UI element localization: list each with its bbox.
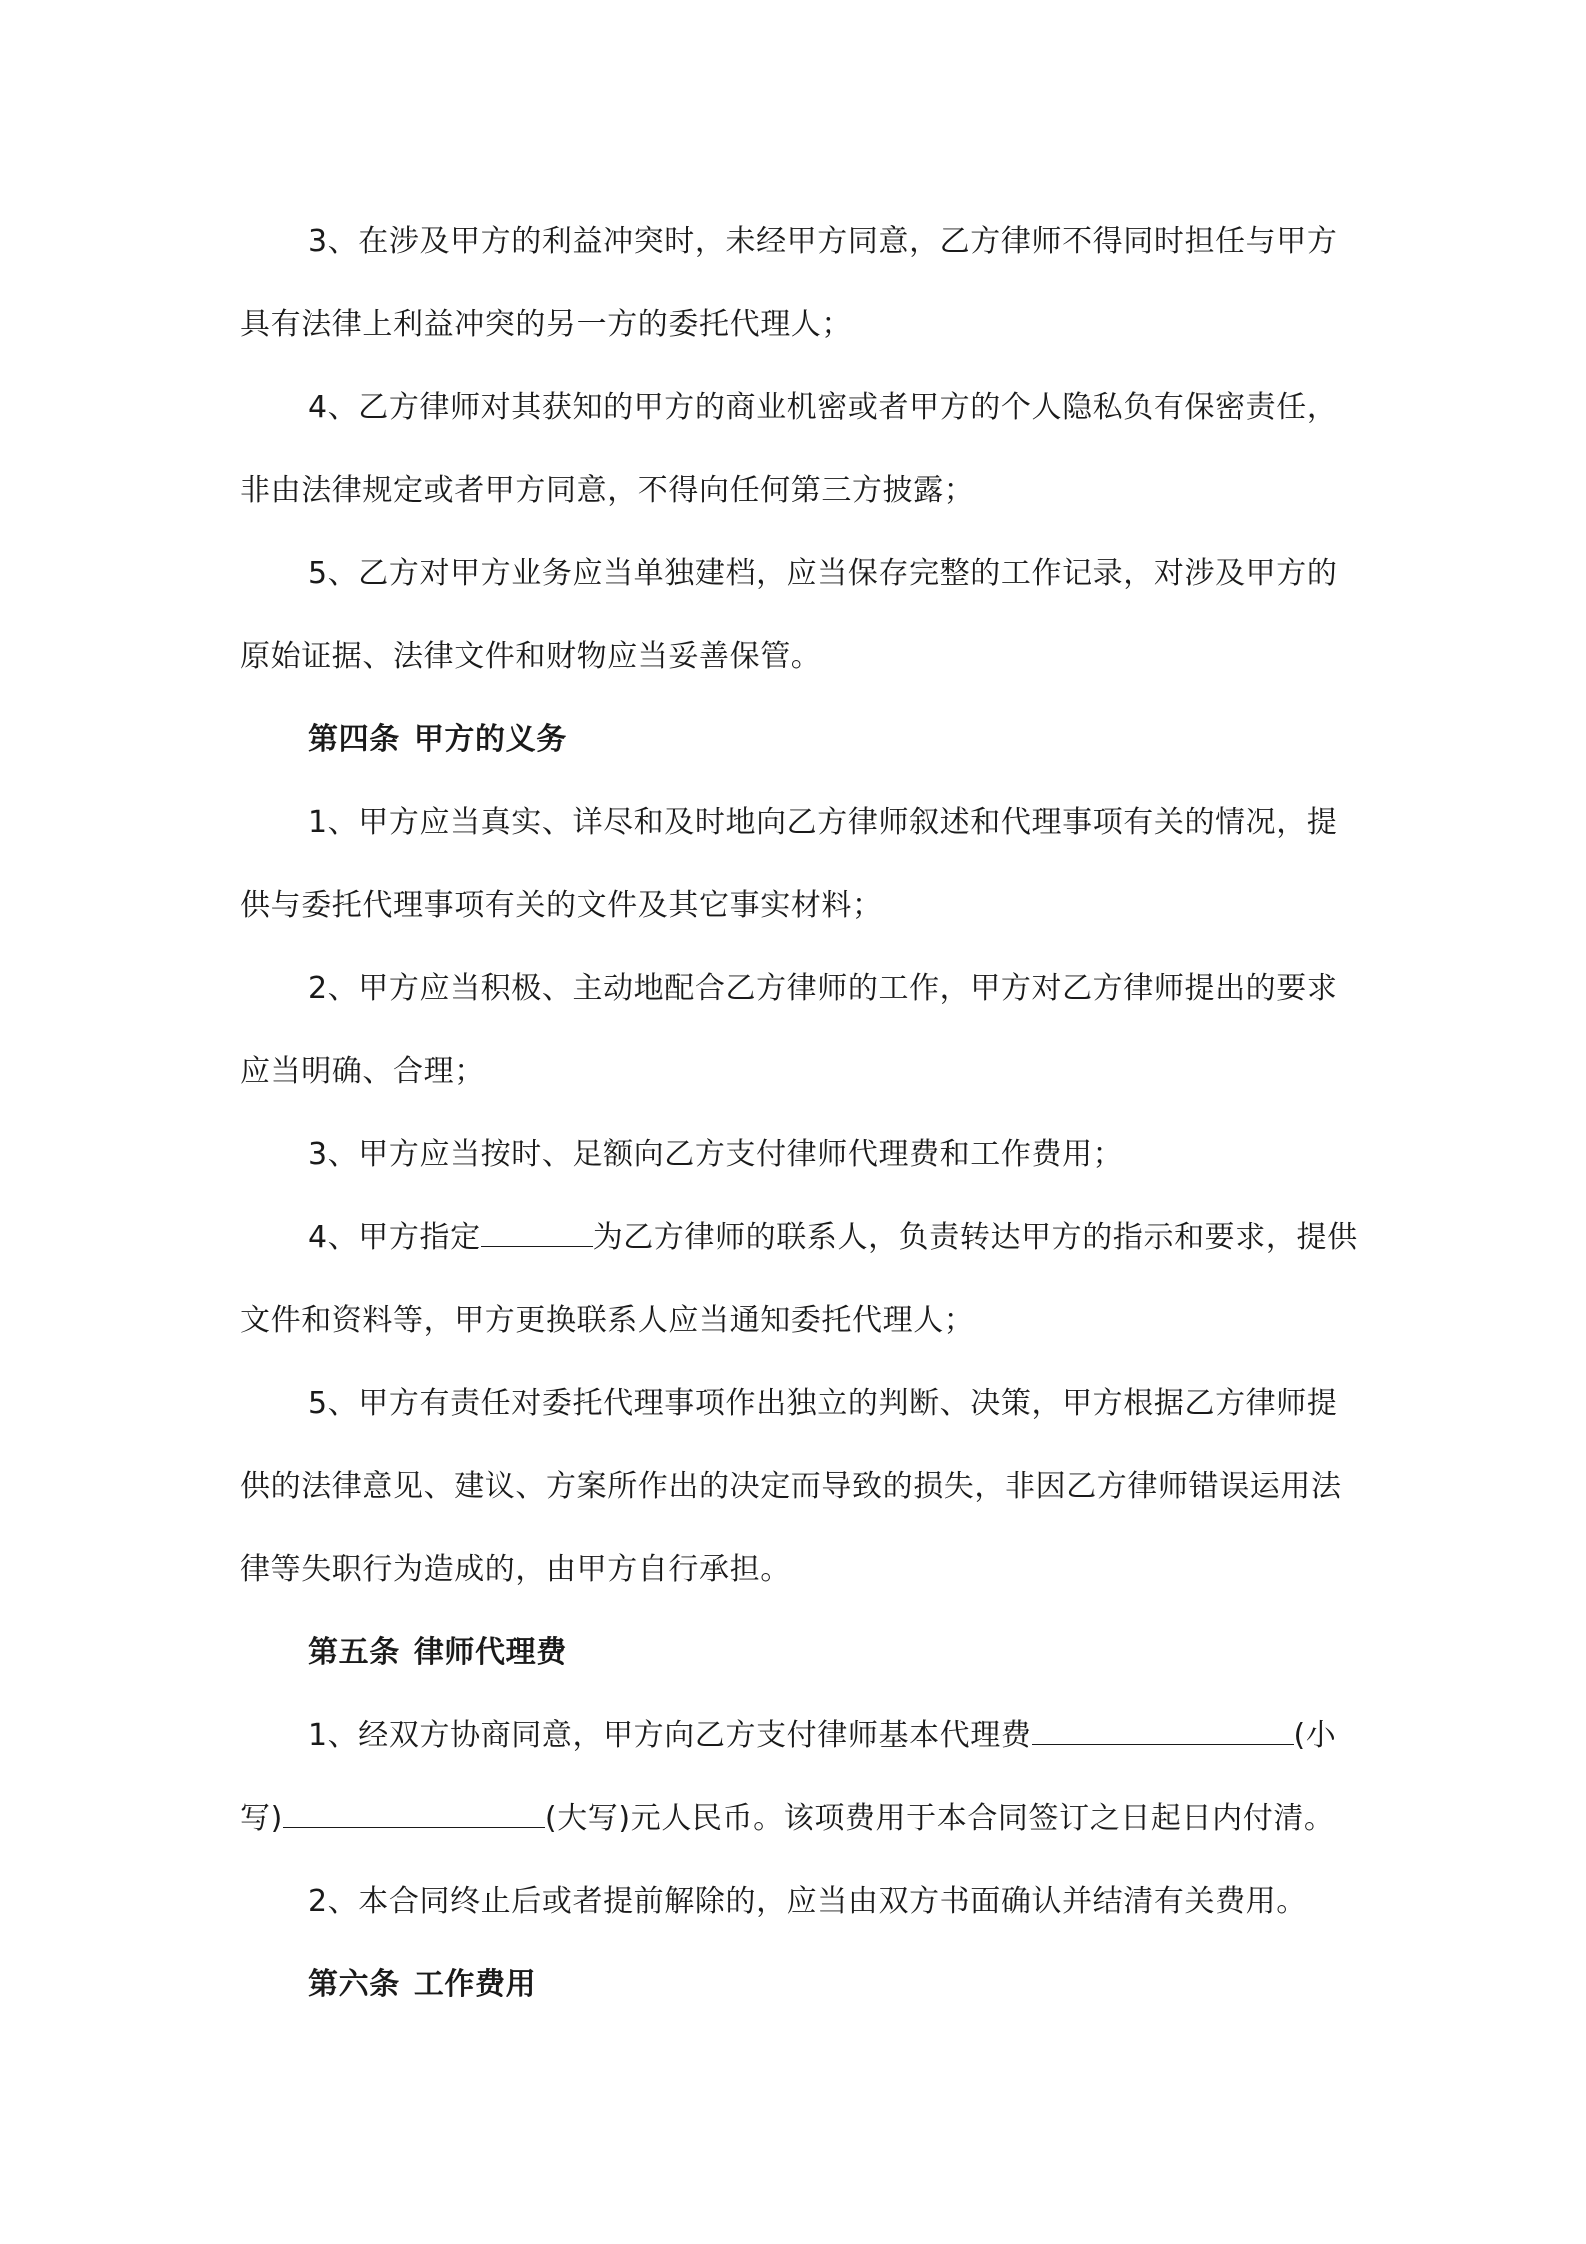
clause-5-item-1-rest: (大写)元人民币。该项费用于本合同签订之日起日内付清。 (544, 1801, 1335, 1836)
clause-3-item-5: 5、乙方对甲方业务应当单独建档，应当保存完整的工作记录，对涉及甲方的原始证据、法律文件和财物应当妥善保管。 (240, 556, 1338, 674)
article-4-heading (240, 698, 1360, 781)
clause-4-item-2: 2、甲方应当积极、主动地配合乙方律师的工作，甲方对乙方律师提出的要求应当明确、合理； (240, 971, 1338, 1089)
article-5-title: 律师代理费 (413, 1635, 567, 1670)
clause-5-item-2: 2、本合同终止后或者提前解除的，应当由双方书面确认并结清有关费用。 (308, 1884, 1307, 1919)
clause-3-item-3: 3、在涉及甲方的利益冲突时，未经甲方同意，乙方律师不得同时担任与甲方具有法律上利益冲突的另一方的委托代理人； (240, 224, 1338, 342)
article-6-title: 工作费用 (413, 1967, 537, 2002)
document-body (240, 200, 1360, 2026)
contact-person-blank (481, 1216, 593, 1247)
fee-amount-blank-capital (283, 1797, 545, 1828)
clause-4-item-5: 5、甲方有责任对委托代理事项作出独立的判断、决策，甲方根据乙方律师提供的法律意见、建议、方案所作出的决定而导致的损失，非因乙方律师错误运用法律等失职行为造成的，由甲方自行承担。 (240, 1386, 1342, 1587)
article-6-heading (240, 1943, 1360, 2026)
clause-4-item-3: 3、甲方应当按时、足额向乙方支付律师代理费和工作费用； (308, 1137, 1124, 1172)
article-4-number: 第四条 (308, 722, 400, 757)
article-5-heading (240, 1611, 1360, 1694)
clause-4-item-4 (240, 1196, 1360, 1362)
clause-5-item-1-small-label: (小写) (240, 1718, 1337, 1836)
clause-5-item-1 (240, 1694, 1360, 1860)
clause-4-item-4-lead: 4、甲方指定 (308, 1220, 481, 1255)
clause-4-item-4-rest: 为乙方律师的联系人，负责转达甲方的指示和要求，提供文件和资料等，甲方更换联系人应当通知委托代理人； (240, 1220, 1358, 1338)
article-5-number: 第五条 (308, 1635, 400, 1670)
clause-5-item-1-lead: 1、经双方协商同意，甲方向乙方支付律师基本代理费 (308, 1718, 1032, 1753)
clause-4-item-1: 1、甲方应当真实、详尽和及时地向乙方律师叙述和代理事项有关的情况，提供与委托代理事项有关的文件及其它事实材料； (240, 805, 1338, 923)
article-6-number: 第六条 (308, 1967, 400, 2002)
clause-3-item-4: 4、乙方律师对其获知的甲方的商业机密或者甲方的个人隐私负有保密责任，非由法律规定或者甲方同意，不得向任何第三方披露； (240, 390, 1338, 508)
article-4-title: 甲方的义务 (413, 722, 567, 757)
fee-amount-blank-small (1032, 1714, 1294, 1745)
